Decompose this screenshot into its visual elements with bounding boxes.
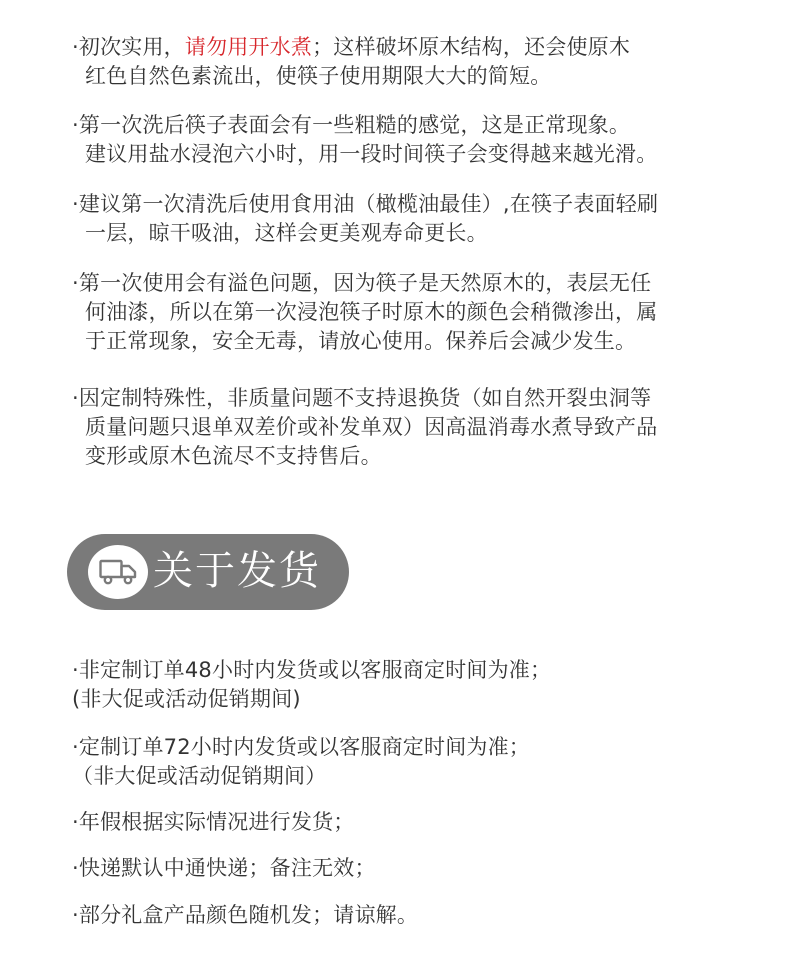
- shipping-item-line: （非大促或活动促销期间）: [72, 764, 327, 788]
- care-note-5: [72, 384, 657, 471]
- shipping-item-line: (非大促或活动促销期间): [72, 687, 301, 711]
- care-note-text: ；这样破坏原木结构，还会使原木: [312, 35, 631, 59]
- care-note-line: ·建议第一次清洗后使用食用油（橄榄油最佳）,在筷子表面轻刷: [72, 192, 659, 216]
- shipping-item-line: ·非定制订单48小时内发货或以客服商定时间为准；: [72, 658, 552, 682]
- care-note-line: [72, 33, 630, 62]
- shipping-item-line: ·定制订单72小时内发货或以客服商定时间为准；: [72, 735, 530, 759]
- care-note-line: 建议用盐水浸泡六小时，用一段时间筷子会变得越来越光滑。: [85, 142, 658, 166]
- care-note-line: 一层，晾干吸油，这样会更美观寿命更长。: [85, 221, 488, 245]
- care-note-line: ·第一次使用会有溢色问题，因为筷子是天然原木的，表层无任: [72, 271, 652, 295]
- shipping-item-3: [72, 808, 354, 837]
- care-note-2: [72, 111, 657, 169]
- truck-icon: [99, 557, 137, 587]
- shipping-item-1: [72, 656, 551, 714]
- truck-icon-circle: [88, 545, 148, 599]
- shipping-item-line: ·年假根据实际情况进行发货；: [72, 810, 355, 834]
- warning-text: 请勿用开水煮: [184, 35, 313, 59]
- care-note-1: [72, 33, 630, 91]
- care-note-line: ·因定制特殊性，非质量问题不支持退换货（如自然开裂虫洞等: [72, 386, 652, 410]
- shipping-item-4: [72, 854, 376, 883]
- shipping-section-header: [67, 534, 349, 610]
- shipping-item-line: ·快递默认中通快递；备注无效；: [72, 856, 376, 880]
- care-note-line: ·第一次洗后筷子表面会有一些粗糙的感觉，这是正常现象。: [72, 113, 631, 137]
- shipping-title: 关于发货: [153, 548, 321, 594]
- care-note-line: 变形或原木色流尽不支持售后。: [85, 444, 382, 468]
- care-note-text: ·初次实用，: [72, 35, 185, 59]
- care-note-3: [72, 190, 658, 248]
- care-note-4: [72, 269, 657, 356]
- shipping-item-5: [72, 901, 418, 930]
- care-note-line: 于正常现象，安全无毒，请放心使用。保养后会减少发生。: [85, 329, 637, 353]
- care-note-line: 何油漆，所以在第一次浸泡筷子时原木的颜色会稍微渗出，属: [85, 300, 658, 324]
- shipping-item-line: ·部分礼盒产品颜色随机发；请谅解。: [72, 903, 419, 927]
- care-note-line: 红色自然色素流出，使筷子使用期限大大的简短。: [85, 64, 552, 88]
- care-note-line: 质量问题只退单双差价或补发单双）因高温消毒水煮导致产品: [85, 415, 658, 439]
- shipping-item-2: [72, 733, 530, 791]
